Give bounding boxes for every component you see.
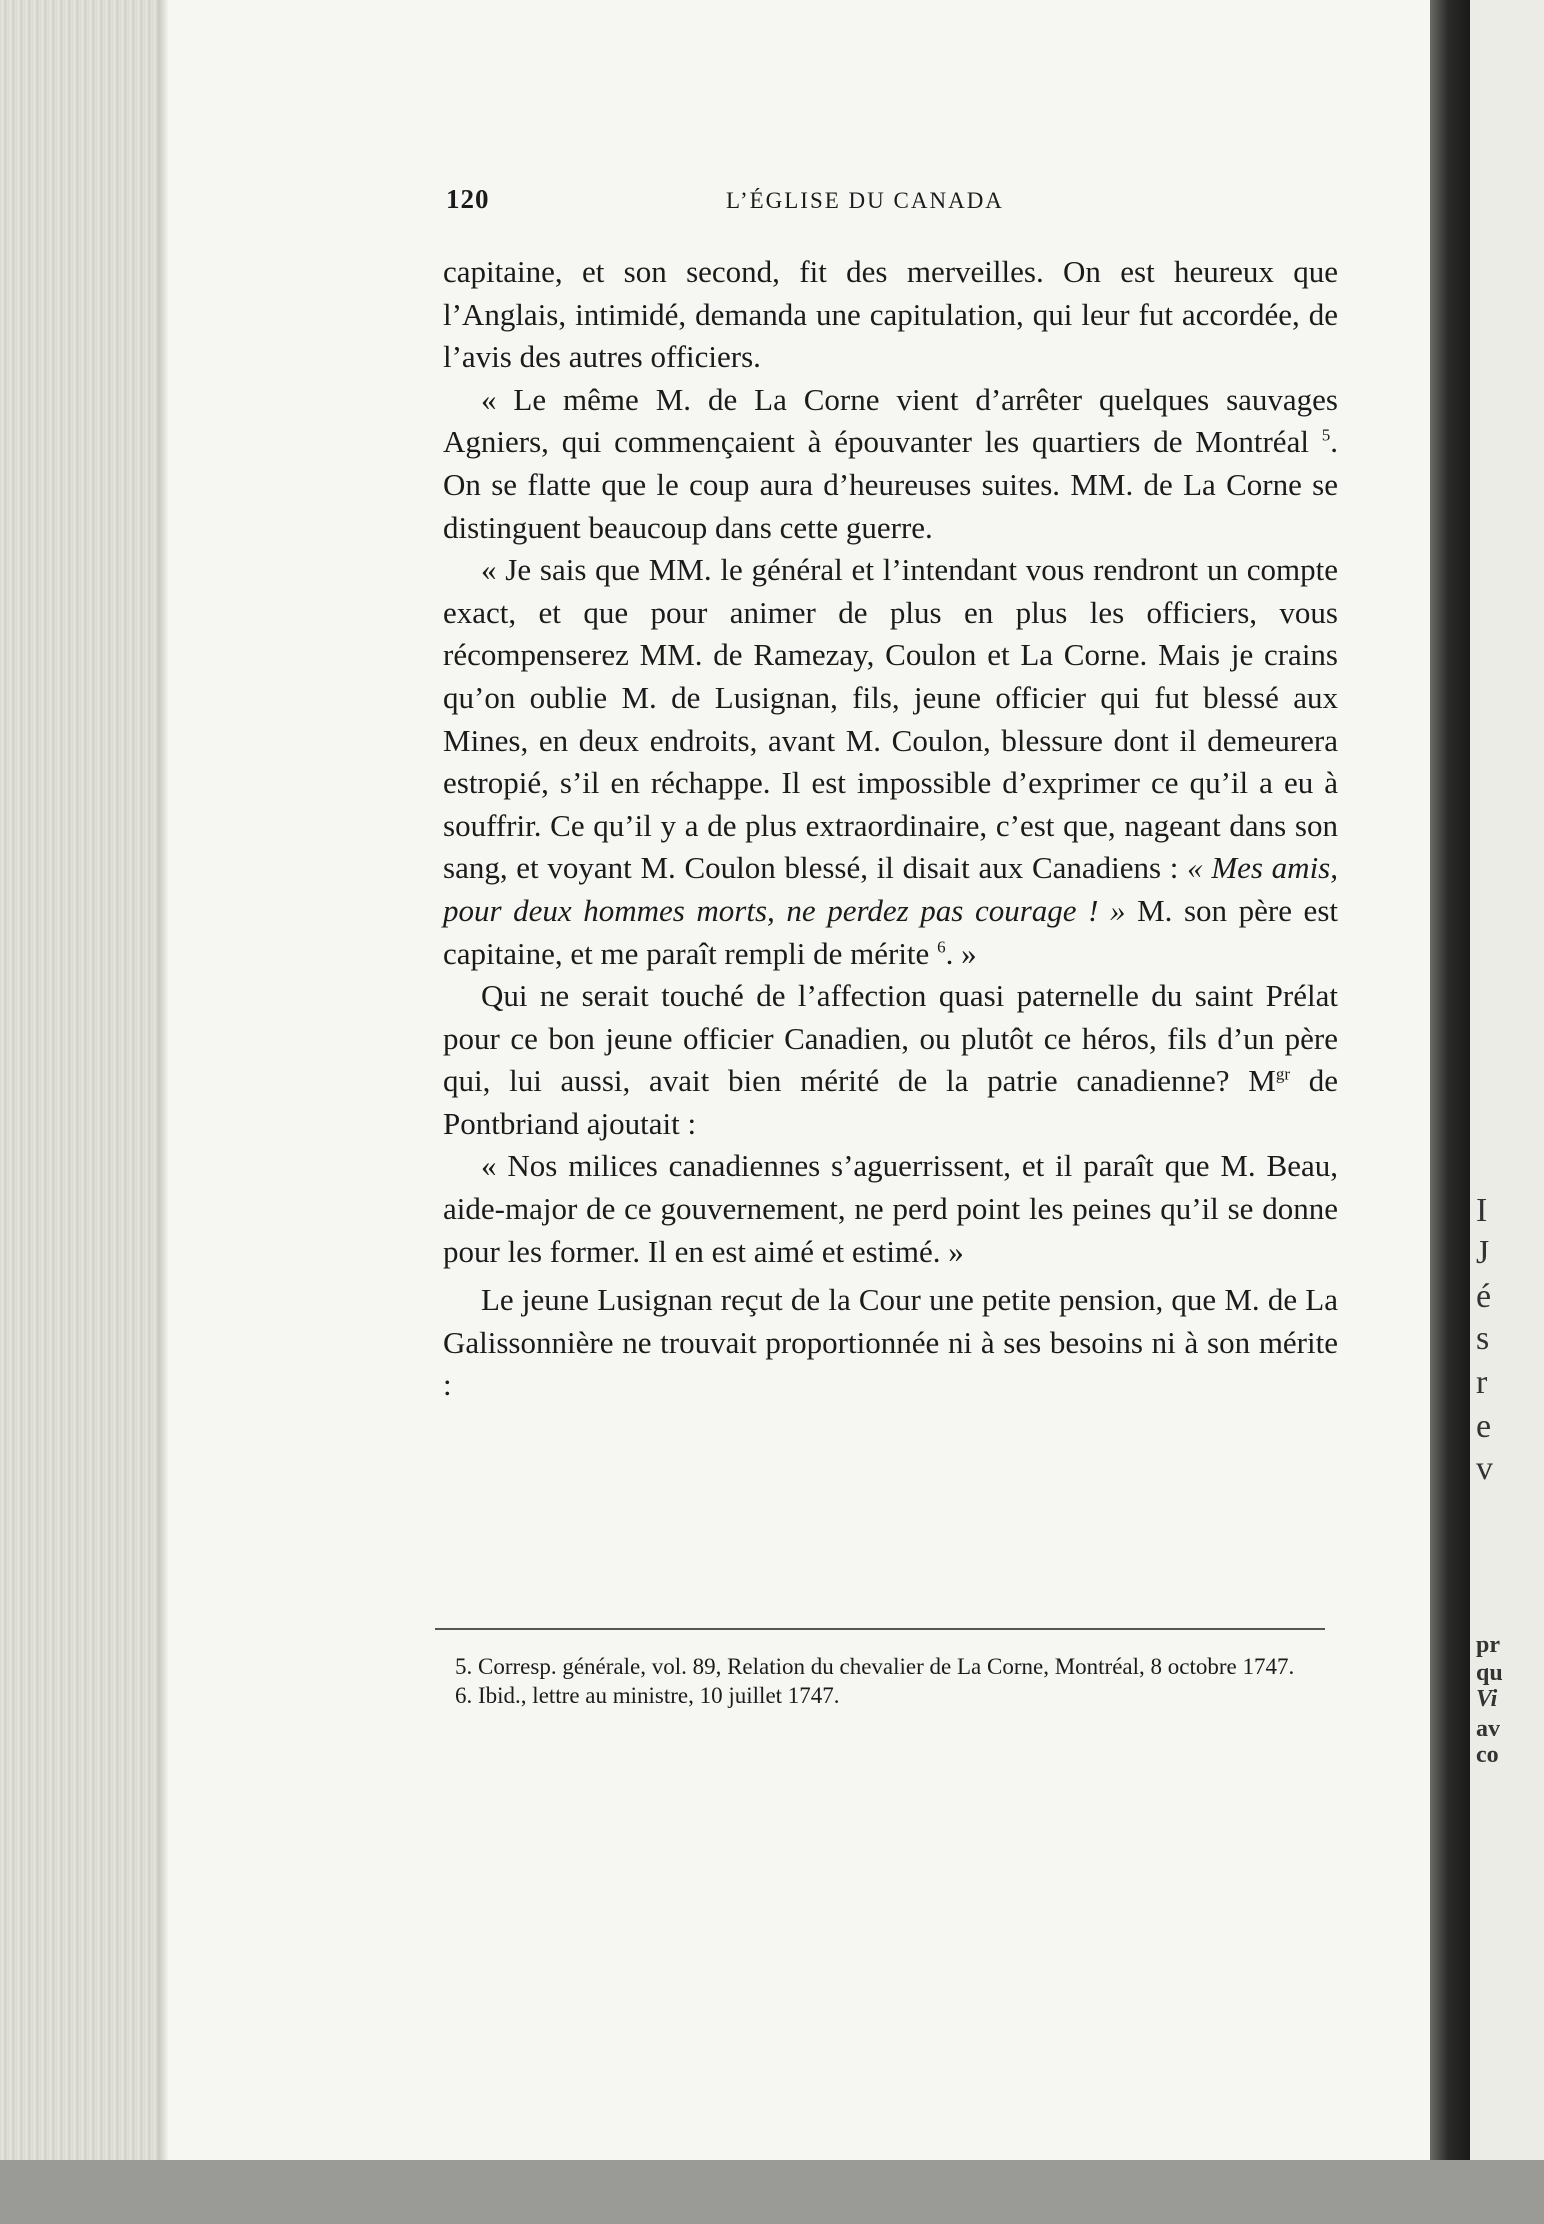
book-binding-edge [1430, 0, 1470, 2160]
paragraph: « Nos milices canadiennes s’aguerrissent, et il paraît que M. Beau, aide-major de ce gouvernement, ne perd point les peines qu’il se donne pour les former. Il en est aimé et estimé. » [443, 1148, 1338, 1269]
facing-page-fragment: v [1476, 1450, 1493, 1487]
quoted-speech: « Mes amis, pour deux hommes morts, ne perdez pas courage ! » [443, 850, 1339, 928]
paragraph [443, 379, 1338, 549]
scan-bottom-band [0, 2160, 1544, 2224]
facing-page-fragment: pr [1476, 1632, 1500, 1658]
facing-page-fragment: I [1476, 1192, 1488, 1229]
running-head [446, 184, 1356, 224]
footnote: 6. Ibid., lettre au ministre, 10 juillet 1747. [455, 1683, 840, 1708]
facing-page-fragment: r [1476, 1364, 1488, 1401]
footnote: 5. Corresp. générale, vol. 89, Relation du chevalier de La Corne, Montréal, 8 octobre 1747. [455, 1654, 1295, 1679]
footnote-ref: 5 [1321, 426, 1331, 446]
facing-page-fragment: s [1476, 1320, 1490, 1357]
facing-page-fragment: av [1476, 1716, 1500, 1742]
facing-page-fragment: e [1476, 1408, 1492, 1445]
page-number: 120 [446, 184, 490, 214]
footnote-rule [435, 1628, 1325, 1630]
paragraph-text: « Je sais que MM. le général et l’intendant vous rendront un compte exact, et que pour animer de plus en plus les officiers, vous récompenserez MM. de Ramezay, Coulon et La Corne. Mais je crains qu’on oublie M. de Lusignan, fils, jeune officier qui fut blessé aux Mines, en deux endroits, avant M. Coulon, blessure dont il demeurera estropié, s’il en réchappe. Il est impossible d’exprimer ce qu’il a eu à souffrir. Ce qu’il y a de plus extraordinaire, c’est que, nageant dans son sang, et voyant M. Coulon blessé, il disait aux Canadiens : [443, 552, 1338, 886]
paragraph: Le jeune Lusignan reçut de la Cour une petite pension, que M. de La Galissonnière ne trouvait proportionnée ni à ses besoins ni à son mérite : [443, 1282, 1338, 1403]
facing-page-fragment: J [1476, 1234, 1490, 1271]
paragraph-text: « Le même M. de La Corne vient d’arrêter quelques sauvages Agniers, qui commençaient à épouvanter les quartiers de Montréal [443, 381, 1338, 460]
paragraph-text: de Pontbriand ajoutait : [443, 1063, 1338, 1141]
facing-page-fragment: é [1476, 1278, 1492, 1315]
footnotes [435, 1652, 1325, 1710]
body-text [443, 251, 1338, 1407]
facing-page-fragment: Vi [1476, 1686, 1498, 1712]
left-page-stack [0, 0, 168, 2160]
footnote-ref: 6 [937, 937, 946, 957]
paragraph-text: . On se flatte que le coup aura d’heureuses suites. MM. de La Corne se distinguent beaucoup dans cette guerre. [443, 424, 1339, 545]
superscript: gr [1275, 1064, 1290, 1084]
facing-page-edge [1470, 0, 1544, 2160]
paragraph [443, 975, 1338, 1145]
paragraph-text: Qui ne serait touché de l’affection quasi paternelle du saint Prélat pour ce bon jeune officier Canadien, ou plutôt ce héros, fils d’un père qui, lui aussi, avait bien mérité de la patrie canadienne? M [443, 978, 1338, 1099]
facing-page-fragment: co [1476, 1742, 1499, 1768]
paragraph: capitaine, et son second, fit des merveilles. On est heureux que l’Anglais, intimidé, demanda une capitulation, qui leur fut accordée, de l’avis des autres officiers. [443, 254, 1338, 375]
facing-page-fragment: qu [1476, 1660, 1503, 1686]
running-title: L’ÉGLISE DU CANADA [726, 188, 1004, 213]
paragraph [443, 549, 1338, 975]
paragraph-text: . » [945, 935, 977, 971]
paragraph-text: M. son père est capitaine, et me paraît rempli de mérite [443, 892, 1338, 971]
